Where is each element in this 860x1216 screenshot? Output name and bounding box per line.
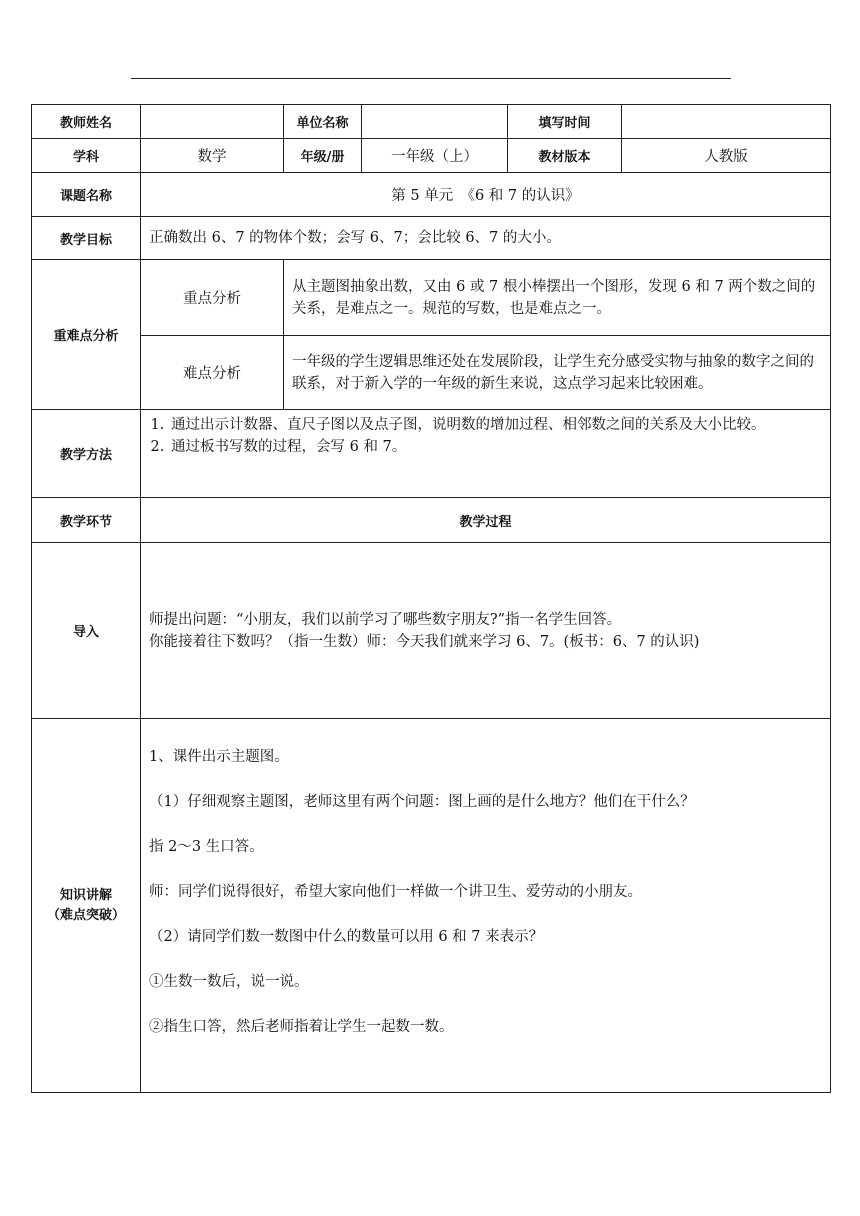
analysis-label: 重难点分析 <box>32 260 141 410</box>
knowledge-label-line1: 知识讲解 <box>59 887 112 903</box>
knowledge-paragraph: （2）请同学们数一数图中什么的数量可以用 6 和 7 来表示？ <box>149 929 544 945</box>
unit-name-label: 单位名称 <box>284 105 362 139</box>
teacher-name-value <box>141 105 284 139</box>
intro-line: 你能接着往下数吗？（指一生数）师：今天我们就来学习 6、7。(板书：6、7 的认识) <box>149 633 700 650</box>
edition-value: 人教版 <box>622 139 831 173</box>
methods-cell <box>141 410 831 498</box>
key-analysis-text: 从主题图抽象出数，又由 6 或 7 根小棒摆出一个图形，发现 6 和 7 两个数之间的关系，是难点之一。规范的写数，也是难点之一。 <box>284 260 831 336</box>
methods-list <box>141 414 830 458</box>
process-header-label: 教学过程 <box>141 498 831 543</box>
methods-row <box>32 410 831 498</box>
topic-value: 第 5 单元 《6 和 7 的认识》 <box>141 173 831 217</box>
knowledge-paragraph: ②指生口答，然后老师指着让学生一起数一数。 <box>149 1019 454 1035</box>
knowledge-paragraph: ①生数一数后，说一说。 <box>149 974 309 990</box>
goals-label: 教学目标 <box>32 217 141 260</box>
unit-name-value <box>362 105 508 139</box>
info-row-1 <box>32 105 831 139</box>
subject-value: 数学 <box>141 139 284 173</box>
intro-content <box>141 543 831 719</box>
methods-label: 教学方法 <box>32 410 141 498</box>
grade-label: 年级/册 <box>284 139 362 173</box>
goals-value: 正确数出 6、7 的物体个数；会写 6、7；会比较 6、7 的大小。 <box>141 217 831 260</box>
difficult-analysis-text: 一年级的学生逻辑思维还处在发展阶段，让学生充分感受实物与抽象的数字之间的联系，对于新入学的一年级的新生来说，这点学习起来比较困难。 <box>284 336 831 410</box>
difficult-analysis-row <box>32 336 831 410</box>
methods-item: 1. 通过出示计数器、直尺子图以及点子图，说明数的增加过程、相邻数之间的关系及大小比较。 <box>169 414 822 436</box>
key-analysis-row <box>32 260 831 336</box>
header-rule <box>131 78 731 79</box>
knowledge-label <box>32 719 141 1093</box>
knowledge-paragraph: （1）仔细观察主题图，老师这里有两个问题：图上画的是什么地方？他们在干什么？ <box>149 794 695 810</box>
stage-header-label: 教学环节 <box>32 498 141 543</box>
lesson-plan-table <box>31 104 831 1093</box>
intro-row <box>32 543 831 719</box>
knowledge-content <box>141 719 831 1093</box>
knowledge-paragraph: 指 2～3 生口答。 <box>149 839 264 855</box>
topic-label: 课题名称 <box>32 173 141 217</box>
goals-row <box>32 217 831 260</box>
knowledge-paragraph: 1、课件出示主题图。 <box>149 749 289 765</box>
knowledge-row <box>32 719 831 1093</box>
process-header-row <box>32 498 831 543</box>
info-row-2 <box>32 139 831 173</box>
fill-date-label: 填写时间 <box>508 105 622 139</box>
subject-label: 学科 <box>32 139 141 173</box>
edition-label: 教材版本 <box>508 139 622 173</box>
intro-line: 师提出问题：“小朋友，我们以前学习了哪些数字朋友?”指一名学生回答。 <box>149 611 622 628</box>
key-analysis-label: 重点分析 <box>141 260 284 336</box>
fill-date-value <box>622 105 831 139</box>
methods-item: 2. 通过板书写数的过程，会写 6 和 7。 <box>169 436 822 458</box>
topic-row <box>32 173 831 217</box>
intro-label: 导入 <box>32 543 141 719</box>
difficult-analysis-label: 难点分析 <box>141 336 284 410</box>
grade-value: 一年级（上） <box>362 139 508 173</box>
teacher-name-label: 教师姓名 <box>32 105 141 139</box>
knowledge-paragraph: 师：同学们说得很好，希望大家向他们一样做一个讲卫生、爱劳动的小朋友。 <box>149 884 642 900</box>
knowledge-label-line2: （难点突破） <box>46 907 125 923</box>
